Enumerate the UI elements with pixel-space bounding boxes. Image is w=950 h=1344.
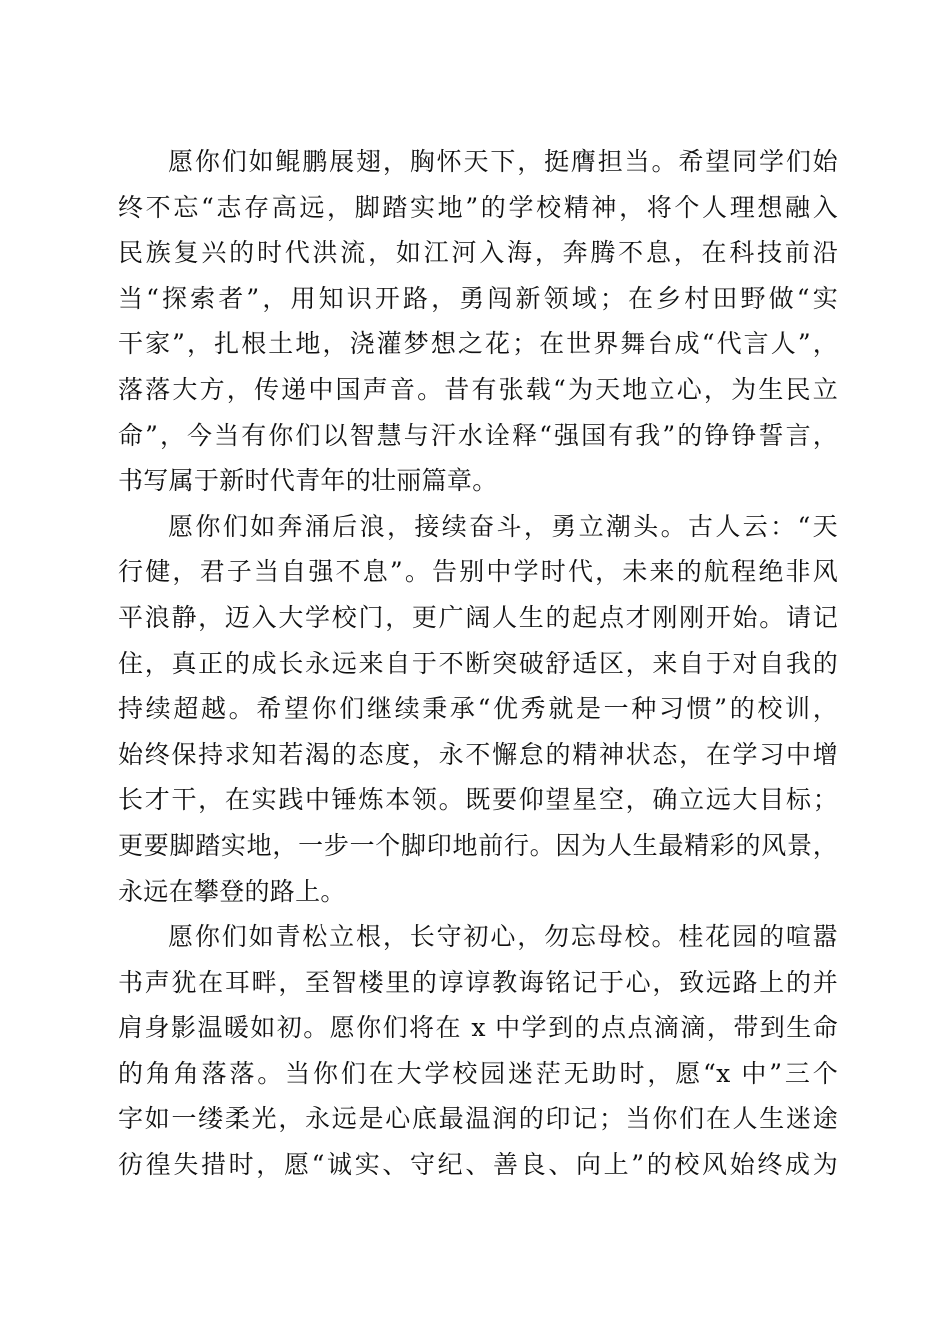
paragraph-3-line-2: 书声犹在耳畔，至智楼里的谆谆教诲铭记于心，致远路上的并	[118, 967, 838, 997]
paragraph-3-line-5: 字如一缕柔光，永远是心底最温润的印记；当你们在人生迷途	[118, 1104, 838, 1134]
paragraph-2-line-4: 住，真正的成长永远来自于不断突破舒适区，来自于对自我的	[118, 648, 838, 678]
paragraph-3-line-6: 彷徨失措时，愿“诚实、守纪、善良、向上”的校风始终成为	[118, 1150, 838, 1180]
document-body	[118, 139, 838, 1188]
paragraph-2-line-7: 长才干，在实践中锤炼本领。既要仰望星空，确立远大目标；	[118, 785, 838, 815]
paragraph-2-line-6: 始终保持求知若渴的态度，永不懈怠的精神状态，在学习中增	[118, 739, 838, 769]
paragraph-2-line-1: 愿你们如奔涌后浪，接续奋斗，勇立潮头。古人云：“天	[168, 511, 838, 541]
paragraph-1-line-1: 愿你们如鲲鹏展翅，胸怀天下，挺膺担当。希望同学们始	[168, 147, 838, 176]
paragraph-2-line-9: 永远在攀登的路上。	[118, 876, 346, 906]
paragraph-1-line-7: 命”，今当有你们以智慧与汗水诠释“强国有我”的铮铮誓言，	[118, 420, 838, 450]
paragraph-2-line-5: 持续超越。希望你们继续秉承“优秀就是一种习惯”的校训，	[118, 694, 838, 724]
paragraph-1-line-4: 当“探索者”，用知识开路，勇闯新领域；在乡村田野做“实	[118, 283, 838, 313]
paragraph-2-line-8: 更要脚踏实地，一步一个脚印地前行。因为人生最精彩的风景，	[118, 830, 838, 860]
paragraph-2-line-2: 行健，君子当自强不息”。告别中学时代，未来的航程绝非风	[118, 557, 838, 587]
paragraph-1-line-6: 落落大方，传递中国声音。昔有张载“为天地立心，为生民立	[118, 374, 838, 404]
paragraph-1-line-8: 书写属于新时代青年的壮丽篇章。	[118, 466, 498, 496]
paragraph-2-line-3: 平浪静，迈入大学校门，更广阔人生的起点才刚刚开始。请记	[118, 602, 838, 632]
paragraph-1-line-3: 民族复兴的时代洪流，如江河入海，奔腾不息，在科技前沿	[118, 238, 838, 268]
paragraph-3-line-3: 肩身影温暖如初。愿你们将在 x 中学到的点点滴滴，带到生命	[118, 1013, 838, 1043]
paragraph-1-line-5: 干家”，扎根土地，浇灌梦想之花；在世界舞台成“代言人”，	[118, 329, 838, 359]
paragraph-3-line-1: 愿你们如青松立根，长守初心，勿忘母校。桂花园的喧嚣	[168, 922, 838, 952]
paragraph-3-line-4: 的角角落落。当你们在大学校园迷茫无助时，愿“x 中”三个	[118, 1058, 838, 1088]
paragraph-1-line-2: 终不忘“志存高远，脚踏实地”的学校精神，将个人理想融入	[118, 192, 838, 222]
